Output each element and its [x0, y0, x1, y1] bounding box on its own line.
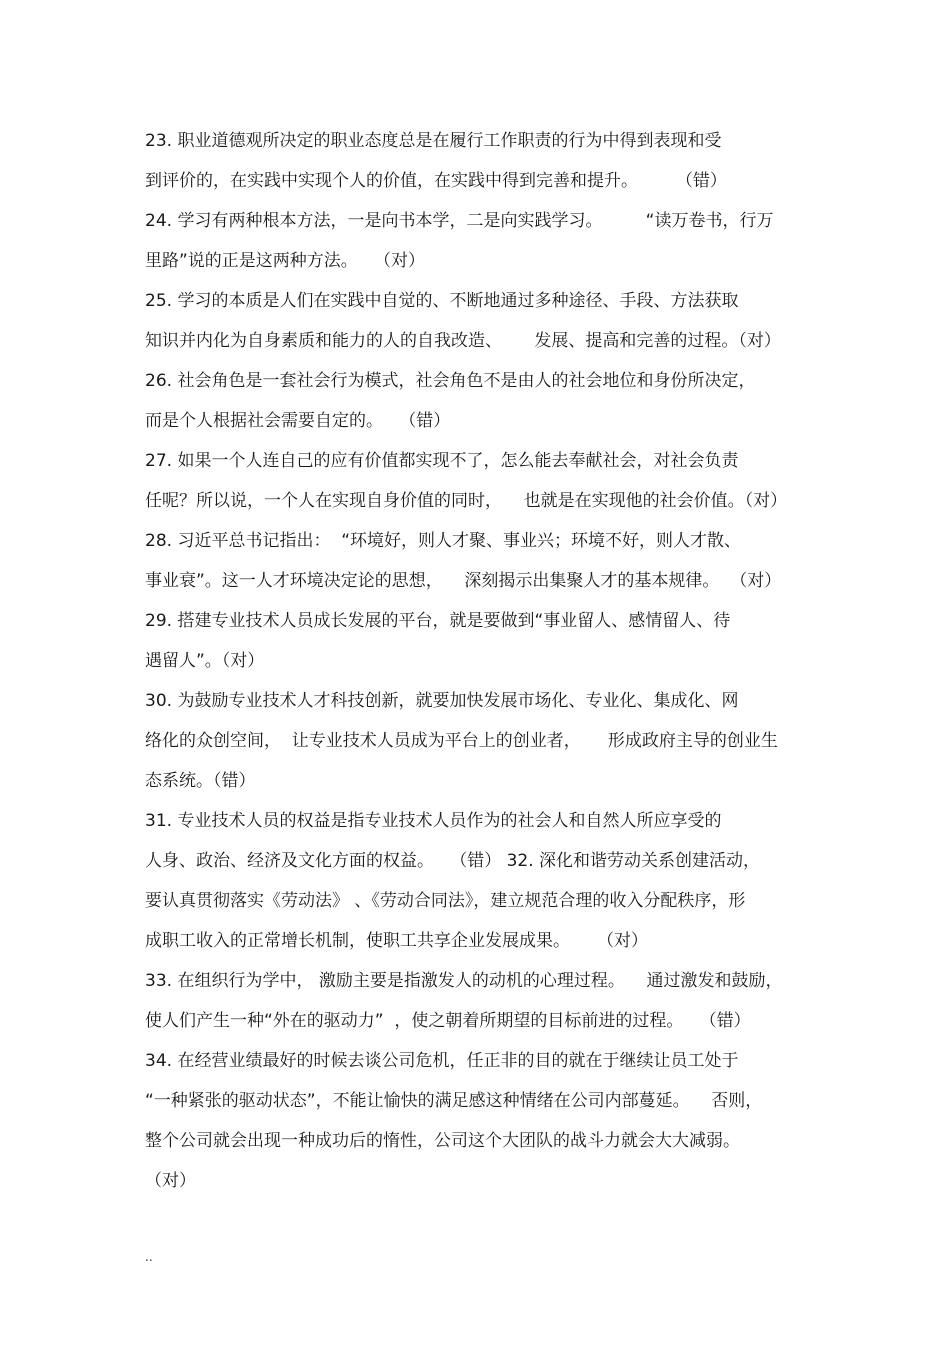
- text-line-2: 到评价的，在实践中实现个人的价值，在实践中得到完善和提升。 （错）: [145, 171, 727, 191]
- text-line-14: 遇留人”。（对）: [145, 651, 265, 671]
- text-line-21: 成职工收入的正常增长机制，使职工共享企业发展成果。 （对）: [145, 931, 649, 951]
- text-line-18: 31. 专业技术人员的权益是指专业技术人员作为的社会人和自然人所应享受的: [145, 811, 722, 831]
- text-line-24: 34. 在经营业绩最好的时候去谈公司危机，任正非的目的就在于继续让员工处于: [145, 1051, 739, 1071]
- text-line-8: 而是个人根据社会需要自定的。 （错）: [145, 411, 451, 431]
- text-line-27: （对）: [145, 1171, 196, 1191]
- text-line-7: 26. 社会角色是一套社会行为模式，社会角色不是由人的社会地位和身份所决定，: [145, 371, 756, 391]
- text-line-1: 23. 职业道德观所决定的职业态度总是在履行工作职责的行为中得到表现和受: [145, 131, 722, 151]
- text-line-13: 29. 搭建专业技术人员成长发展的平台，就是要做到“事业留人、感情留人、待: [145, 611, 731, 631]
- text-line-5: 25. 学习的本质是人们在实践中自觉的、不断地通过多种途径、手段、方法获取: [145, 291, 739, 311]
- text-line-12: 事业衰”。这一人才环境决定论的思想， 深刻揭示出集聚人才的基本规律。 （对）: [145, 571, 782, 591]
- text-line-17: 态系统。（错）: [145, 771, 256, 791]
- text-line-19: 人身、政治、经济及文化方面的权益。 （错） 32. 深化和谐劳动关系创建活动，: [145, 851, 761, 871]
- text-line-15: 30. 为鼓励专业技术人才科技创新，就要加快发展市场化、专业化、集成化、网: [145, 691, 739, 711]
- text-line-23: 使人们产生一种“外在的驱动力” ，使之朝着所期望的目标前进的过程。 （错）: [145, 1011, 751, 1031]
- text-line-10: 任呢？所以说，一个人在实现自身价值的同时， 也就是在实现他的社会价值。（对）: [145, 491, 788, 511]
- text-line-25: “一种紧张的驱动状态”，不能让愉快的满足感这种情绪在公司内部蔓延。 否则，: [145, 1091, 763, 1111]
- text-line-4: 里路”说的正是这两种方法。 （对）: [145, 251, 426, 271]
- text-line-9: 27. 如果一个人连自己的应有价值都实现不了，怎么能去奉献社会，对社会负责: [145, 451, 739, 471]
- text-line-22: 33. 在组织行为学中， 激励主要是指激发人的动机的心理过程。 通过激发和鼓励，: [145, 971, 783, 991]
- text-line-26: 整个公司就会出现一种成功后的惰性，公司这个大团队的战斗力就会大大减弱。: [145, 1131, 740, 1151]
- text-line-20: 要认真贯彻落实《劳动法》 、《劳动合同法》，建立规范合理的收入分配秩序，形: [145, 891, 746, 911]
- text-line-16: 络化的众创空间， 让专业技术人员成为平台上的创业者， 形成政府主导的创业生: [145, 731, 778, 751]
- text-line-3: 24. 学习有两种根本方法，一是向书本学，二是向实践学习。 “读万卷书，行万: [145, 211, 774, 231]
- footer-mark: ..: [145, 1250, 153, 1264]
- text-line-6: 知识并内化为自身素质和能力的人的自我改造、 发展、提高和完善的过程。（对）: [145, 331, 781, 351]
- text-line-11: 28. 习近平总书记指出： “环境好，则人才聚、事业兴；环境不好，则人才散、: [145, 531, 742, 551]
